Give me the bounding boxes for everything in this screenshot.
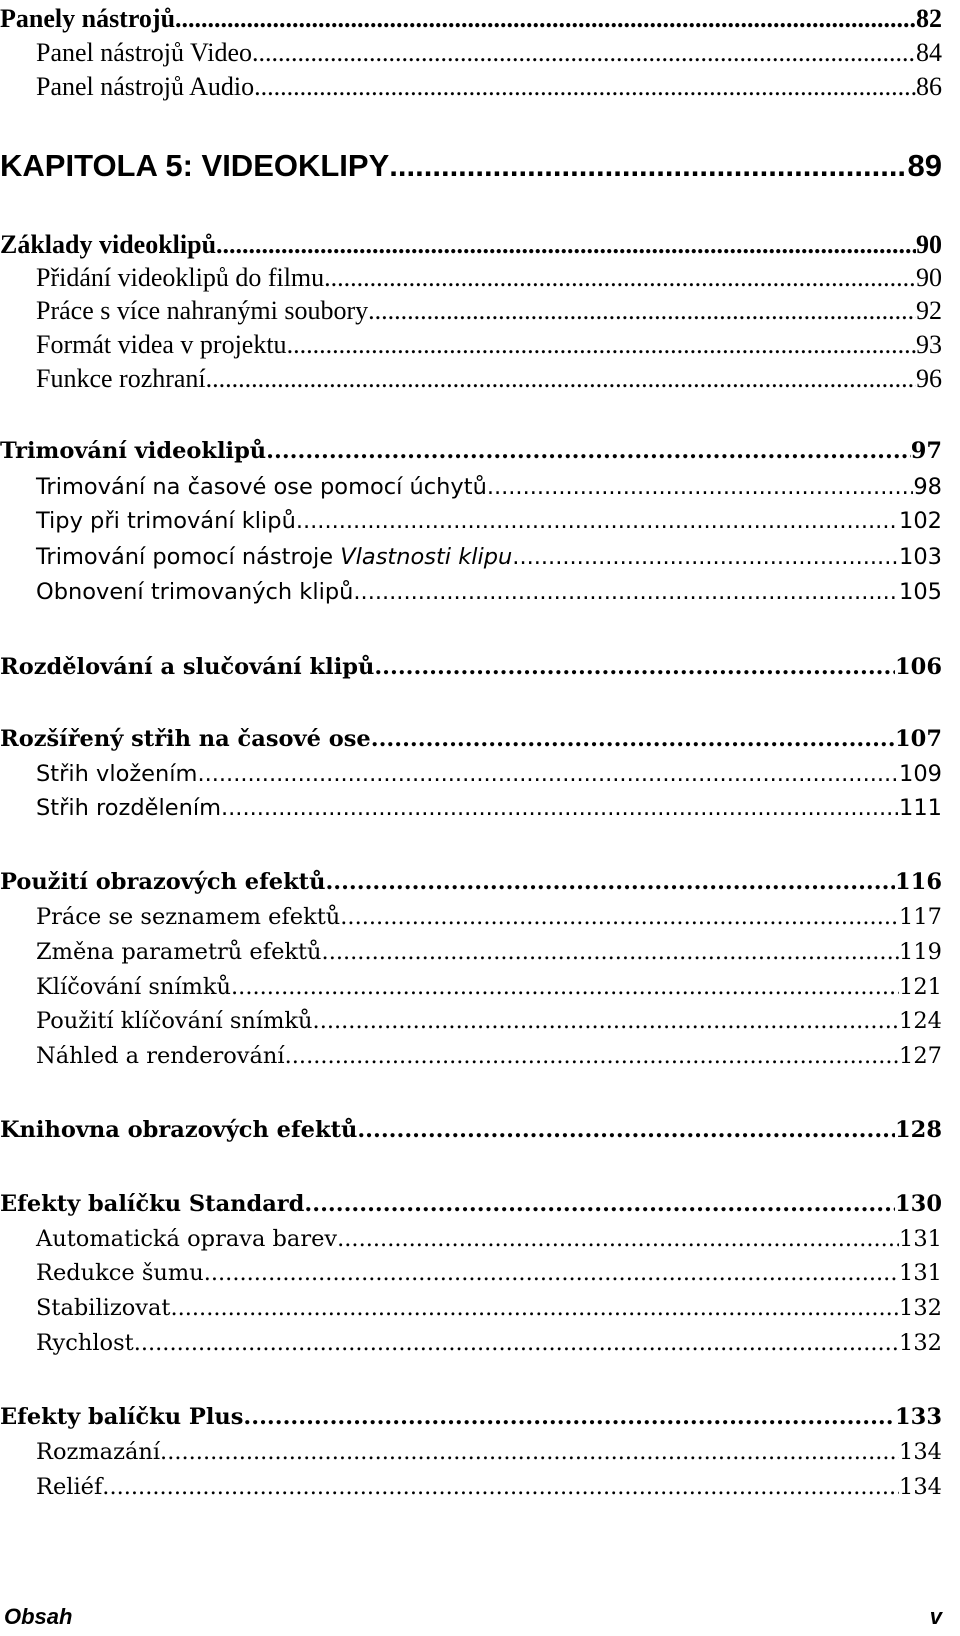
toc-leader-dots: [322, 941, 900, 964]
toc-entry: [0, 366, 942, 392]
toc-entry: [0, 476, 942, 499]
toc-entry-title: Knihovna obrazových efektů: [0, 1117, 358, 1143]
toc-leader-dots: [389, 150, 907, 181]
toc-entry-title: Automatická oprava barev: [36, 1226, 338, 1252]
toc-leader-dots: [340, 906, 899, 929]
toc-leader-dots: [285, 1045, 899, 1068]
toc-entry: [0, 656, 942, 679]
toc-entry: [0, 581, 942, 604]
toc-entry-page: 107: [895, 726, 942, 752]
toc-entry: [0, 763, 942, 786]
toc-entry: [0, 976, 942, 999]
toc-leader-dots: [487, 476, 914, 499]
toc-leader-dots: [231, 976, 899, 999]
toc-entry: [0, 1262, 942, 1285]
toc-entry-title: Panely nástrojů: [0, 4, 176, 33]
toc-entry-page: 84: [916, 38, 942, 67]
toc-entry-title: Použití obrazových efektů: [0, 869, 326, 895]
toc-entry: [0, 510, 942, 533]
toc-entry-title: Tipy při trimování klipů: [36, 508, 296, 534]
toc-entry-page: 131: [899, 1260, 942, 1286]
footer-page-number: v: [929, 1604, 942, 1629]
toc-chapter-page: 89: [907, 148, 942, 183]
toc-entry-title: Rychlost: [36, 1330, 134, 1356]
toc-entry: [0, 440, 942, 463]
toc-entry-page: 116: [895, 869, 942, 895]
toc-entry-title: Trimování na časové ose pomocí úchytů: [36, 474, 487, 500]
toc-entry-title: Práce se seznamem efektů: [36, 904, 341, 930]
toc-entry-page: 124: [899, 1008, 942, 1034]
toc-entry-title: Rozdělování a slučování klipů: [0, 654, 375, 680]
toc-leader-dots: [266, 440, 911, 463]
toc-entry-page: 134: [899, 1439, 942, 1465]
toc-entry-page: 111: [899, 795, 942, 821]
toc-entry-page: 132: [899, 1330, 942, 1356]
toc-entry-title: Použití klíčování snímků: [36, 1008, 313, 1034]
toc-entry-title: Stabilizovat: [36, 1295, 171, 1321]
toc-entry-page: 90: [916, 230, 942, 259]
toc-leader-dots: [353, 581, 899, 604]
toc-chapter-entry: [0, 150, 942, 181]
toc-entry-title: Funkce rozhraní: [36, 364, 206, 393]
toc-entry-title: Panel nástrojů Audio: [36, 72, 255, 101]
toc-leader-dots: [324, 265, 916, 291]
toc-entry: [0, 546, 942, 569]
toc-leader-dots: [134, 1332, 899, 1355]
toc-entry-page: 131: [899, 1226, 942, 1252]
toc-entry-title: Klíčování snímků: [36, 974, 232, 1000]
toc-entry: [0, 1441, 942, 1464]
toc-entry-page: 103: [899, 544, 942, 570]
toc-entry-title: Práce s více nahranými soubory: [36, 296, 369, 325]
toc-entry-page: 109: [899, 761, 942, 787]
toc-chapter-title: KAPITOLA 5: VIDEOKLIPY: [0, 148, 390, 183]
toc-entry-page: 134: [899, 1474, 942, 1500]
toc-entry-title: Rozmazání: [36, 1439, 161, 1465]
toc-leader-dots: [374, 656, 895, 679]
toc-entry-page: 133: [895, 1404, 942, 1430]
toc-entry-page: 102: [899, 508, 942, 534]
toc-entry: [0, 728, 942, 751]
toc-entry-title: Obnovení trimovaných klipů: [36, 579, 354, 605]
toc-entry-title: Střih vložením: [36, 761, 198, 787]
toc-entry-title: Efekty balíčku Standard: [0, 1191, 305, 1217]
toc-entry-title: Formát videa v projektu: [36, 330, 287, 359]
toc-leader-dots: [160, 1441, 899, 1464]
toc-entry-page: 127: [899, 1043, 942, 1069]
toc-entry-page: 90: [916, 263, 942, 292]
toc-entry-title: Trimování videoklipů: [0, 438, 267, 464]
toc-leader-dots: [254, 74, 916, 100]
toc-entry: [0, 871, 942, 894]
toc-entry-page: 86: [916, 72, 942, 101]
toc-leader-dots: [197, 763, 899, 786]
toc-leader-dots: [216, 232, 916, 258]
toc-leader-dots: [337, 1228, 899, 1251]
toc-entry: [0, 941, 942, 964]
toc-entry: [0, 74, 942, 100]
toc-entry-title: Panel nástrojů Video: [36, 38, 253, 67]
toc-leader-dots: [252, 40, 916, 66]
toc-entry-page: 105: [899, 579, 942, 605]
toc-leader-dots: [512, 546, 899, 569]
toc-entry-page: 121: [899, 974, 942, 1000]
toc-leader-dots: [170, 1297, 899, 1320]
toc-entry-title: Přidání videoklipů do filmu: [36, 263, 325, 292]
toc-entry: [0, 1332, 942, 1355]
toc-entry-page: 128: [895, 1117, 942, 1143]
toc-entry-page: 92: [916, 296, 942, 325]
toc-entry-page: 130: [895, 1191, 942, 1217]
toc-entry-page: 93: [916, 330, 942, 359]
toc-entry-title: Efekty balíčku Plus: [0, 1404, 244, 1430]
toc-entry-page: 117: [899, 904, 942, 930]
toc-entry-page: 96: [916, 364, 942, 393]
toc-entry: [0, 40, 942, 66]
toc-entry: [0, 332, 942, 358]
toc-leader-dots: [102, 1476, 899, 1499]
toc-entry: [0, 1406, 942, 1429]
toc-entry: [0, 797, 942, 820]
toc-leader-dots: [204, 1262, 899, 1285]
toc-leader-dots: [175, 6, 916, 32]
toc-leader-dots: [287, 332, 916, 358]
toc-entry: [0, 1228, 942, 1251]
toc-entry-page: 132: [899, 1295, 942, 1321]
toc-leader-dots: [313, 1010, 900, 1033]
toc-entry: [0, 6, 942, 32]
toc-leader-dots: [206, 366, 916, 392]
toc-entry-title-italic: Vlastnosti klipu: [340, 544, 513, 570]
toc-entry-page: 119: [899, 939, 942, 965]
toc-entry-page: 106: [895, 654, 942, 680]
toc-entry: [0, 298, 942, 324]
toc-leader-dots: [357, 1119, 895, 1142]
toc-entry-title: Redukce šumu: [36, 1260, 204, 1286]
footer-section-label: Obsah: [4, 1604, 73, 1629]
toc-entry-page: 82: [916, 4, 942, 33]
toc-entry-title: Náhled a renderování: [36, 1043, 285, 1069]
toc-entry-title: Změna parametrů efektů: [36, 939, 322, 965]
toc-entry-title: Střih rozdělením: [36, 795, 221, 821]
toc-leader-dots: [221, 797, 899, 820]
toc-entry-page: 97: [910, 438, 942, 464]
toc-entry: [0, 1476, 942, 1499]
toc-entry: [0, 906, 942, 929]
toc-entry: [0, 1010, 942, 1033]
toc-entry: [0, 265, 942, 291]
toc-entry-title: Rozšířený střih na časové ose: [0, 726, 371, 752]
toc-leader-dots: [304, 1193, 895, 1216]
toc-entry: [0, 1193, 942, 1216]
toc-entry-page: 98: [913, 474, 942, 500]
toc-leader-dots: [368, 298, 916, 324]
toc-entry: [0, 1119, 942, 1142]
toc-leader-dots: [296, 510, 899, 533]
toc-leader-dots: [325, 871, 895, 894]
toc-entry-title: Reliéf: [36, 1474, 103, 1500]
toc-entry-title-plain: Trimování pomocí nástroje: [36, 544, 341, 570]
toc-leader-dots: [243, 1406, 895, 1429]
toc-entry: [0, 1045, 942, 1068]
toc-leader-dots: [371, 728, 895, 751]
toc-entry: [0, 232, 942, 258]
toc-entry-title: Základy videoklipů: [0, 230, 217, 259]
toc-entry-title: [36, 546, 512, 569]
toc-entry: [0, 1297, 942, 1320]
